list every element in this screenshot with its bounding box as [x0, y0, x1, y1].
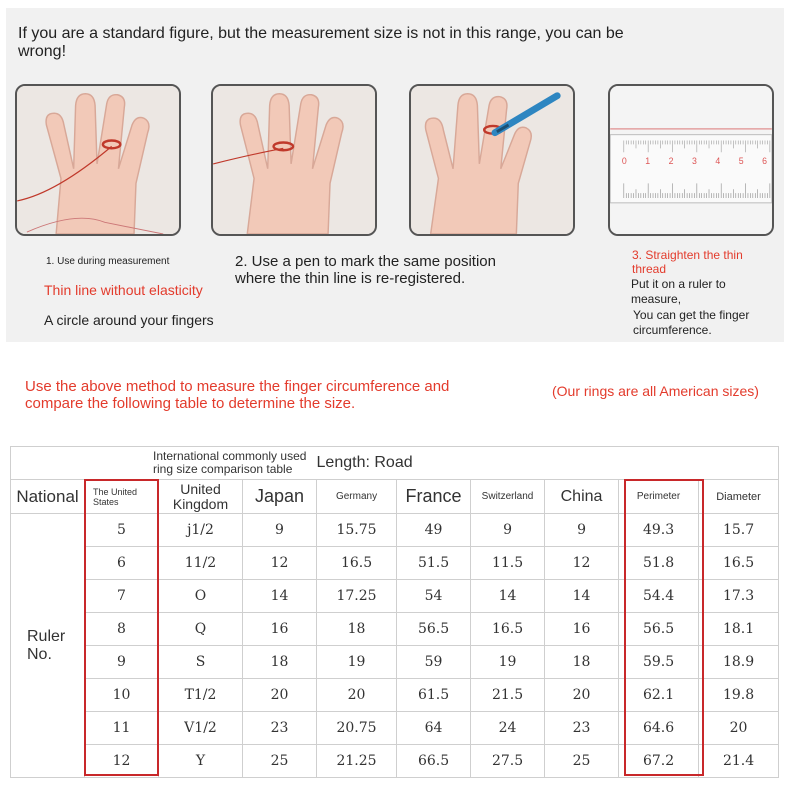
table-cell: 19	[471, 646, 545, 679]
photo-step-2	[211, 84, 377, 236]
national-header: National	[11, 480, 85, 514]
table-cell: 16.5	[317, 547, 397, 580]
table-cell: Q	[159, 613, 243, 646]
col-header-china: China	[545, 480, 619, 514]
table-cell: 19	[317, 646, 397, 679]
table-cell: 18	[317, 613, 397, 646]
table-cell: 16.5	[471, 613, 545, 646]
table-row	[11, 646, 779, 679]
ruler-number: 1	[645, 155, 651, 166]
table-cell: j1/2	[159, 514, 243, 547]
table-cell: 20.75	[317, 712, 397, 745]
table-cell: 15.7	[699, 514, 779, 547]
table-row	[11, 514, 779, 547]
step1-note: A circle around your fingers	[44, 312, 214, 328]
ruler-number: 2	[668, 155, 674, 166]
table-cell: 12	[85, 745, 159, 778]
table-cell: 14	[471, 580, 545, 613]
ruler-number: 6	[762, 155, 767, 166]
table-cell: 14	[243, 580, 317, 613]
step1-red-note: Thin line without elasticity	[44, 282, 203, 298]
col-header-diameter: Diameter	[699, 480, 779, 514]
table-row	[11, 712, 779, 745]
ring-size-table	[10, 446, 779, 778]
table-cell: 12	[545, 547, 619, 580]
table-cell: 54.4	[619, 580, 699, 613]
table-cell: 7	[85, 580, 159, 613]
table-row	[11, 613, 779, 646]
table-row	[11, 580, 779, 613]
table-cell: 51.8	[619, 547, 699, 580]
table-cell: 17.25	[317, 580, 397, 613]
table-cell: 21.4	[699, 745, 779, 778]
ruler-number: 5	[738, 155, 744, 166]
table-cell: 10	[85, 679, 159, 712]
table-cell: 15.75	[317, 514, 397, 547]
photo-step-1	[15, 84, 181, 236]
col-header-germany: Germany	[317, 480, 397, 514]
table-cell: 64.6	[619, 712, 699, 745]
table-cell: 14	[545, 580, 619, 613]
table-cell: 16	[545, 613, 619, 646]
col-header-perimeter: Perimeter	[619, 480, 699, 514]
hand-marked-icon	[213, 86, 375, 234]
table-cell: 9	[545, 514, 619, 547]
table-cell: 21.25	[317, 745, 397, 778]
table-cell: 51.5	[397, 547, 471, 580]
step3-line2: You can get the finger circumference.	[633, 308, 750, 337]
table-row	[11, 547, 779, 580]
table-cell: 59	[397, 646, 471, 679]
table-cell: Y	[159, 745, 243, 778]
hand-pen-icon	[411, 86, 573, 234]
ruler-number: 0	[621, 155, 627, 166]
col-header-uk: United Kingdom	[159, 480, 243, 514]
hand-thread-icon	[17, 86, 179, 234]
table-cell: 67.2	[619, 745, 699, 778]
table-cell: 11	[85, 712, 159, 745]
table-cell: 18.9	[699, 646, 779, 679]
table-cell: 20	[317, 679, 397, 712]
table-cell: 11.5	[471, 547, 545, 580]
step3-red-note: 3. Straighten the thin thread	[632, 248, 743, 276]
col-header-japan: Japan	[243, 480, 317, 514]
table-cell: 9	[85, 646, 159, 679]
col-header-switzerland: Switzerland	[471, 480, 545, 514]
table-cell: 20	[699, 712, 779, 745]
table-cell: 64	[397, 712, 471, 745]
table-cell: V1/2	[159, 712, 243, 745]
table-cell: 16.5	[699, 547, 779, 580]
table-cell: 56.5	[619, 613, 699, 646]
col-header-us: The United States	[85, 480, 159, 514]
table-cell: 19.8	[699, 679, 779, 712]
table-cell: 66.5	[397, 745, 471, 778]
step1-caption: 1. Use during measurement	[46, 256, 170, 267]
table-cell: 27.5	[471, 745, 545, 778]
table-row	[11, 679, 779, 712]
warning-heading: If you are a standard figure, but the measurement size is not in this range, you can be wrong!	[18, 25, 624, 60]
step2-caption: 2. Use a pen to mark the same position where the thin line is re-registered.	[235, 253, 496, 287]
table-cell: 5	[85, 514, 159, 547]
table-cell: 9	[471, 514, 545, 547]
table-cell: 18.1	[699, 613, 779, 646]
table-length-label: Length: Road	[317, 447, 779, 480]
photo-step-3	[409, 84, 575, 236]
ruler-icon	[610, 86, 772, 234]
table-cell: T1/2	[159, 679, 243, 712]
table-cell: 9	[243, 514, 317, 547]
table-cell: 23	[243, 712, 317, 745]
table-cell: 62.1	[619, 679, 699, 712]
table-cell: S	[159, 646, 243, 679]
table-cell: 61.5	[397, 679, 471, 712]
table-cell: 25	[545, 745, 619, 778]
ruler-number: 3	[691, 155, 697, 166]
table-cell: O	[159, 580, 243, 613]
table-cell: 18	[243, 646, 317, 679]
table-cell: 54	[397, 580, 471, 613]
table-cell: 20	[545, 679, 619, 712]
ruler-number: 4	[715, 155, 721, 166]
col-header-france: France	[397, 480, 471, 514]
table-caption: International commonly used ring size comparison table	[11, 447, 317, 480]
table-cell: 56.5	[397, 613, 471, 646]
table-cell: 49.3	[619, 514, 699, 547]
table-cell: 8	[85, 613, 159, 646]
table-cell: 23	[545, 712, 619, 745]
table-cell: 17.3	[699, 580, 779, 613]
table-row	[11, 745, 779, 778]
table-cell: 25	[243, 745, 317, 778]
ruler-no-label: Ruler No.	[11, 514, 85, 778]
step3-line1: Put it on a ruler to measure,	[631, 277, 726, 306]
measure-instruction: Use the above method to measure the finger circumference and compare the following table to determine the size.	[25, 378, 450, 412]
table-cell: 18	[545, 646, 619, 679]
table-cell: 6	[85, 547, 159, 580]
american-size-note: (Our rings are all American sizes)	[552, 383, 759, 399]
table-cell: 49	[397, 514, 471, 547]
table-cell: 59.5	[619, 646, 699, 679]
table-cell: 11/2	[159, 547, 243, 580]
table-cell: 21.5	[471, 679, 545, 712]
table-cell: 24	[471, 712, 545, 745]
table-cell: 12	[243, 547, 317, 580]
photo-ruler	[608, 84, 774, 236]
table-cell: 20	[243, 679, 317, 712]
table-cell: 16	[243, 613, 317, 646]
